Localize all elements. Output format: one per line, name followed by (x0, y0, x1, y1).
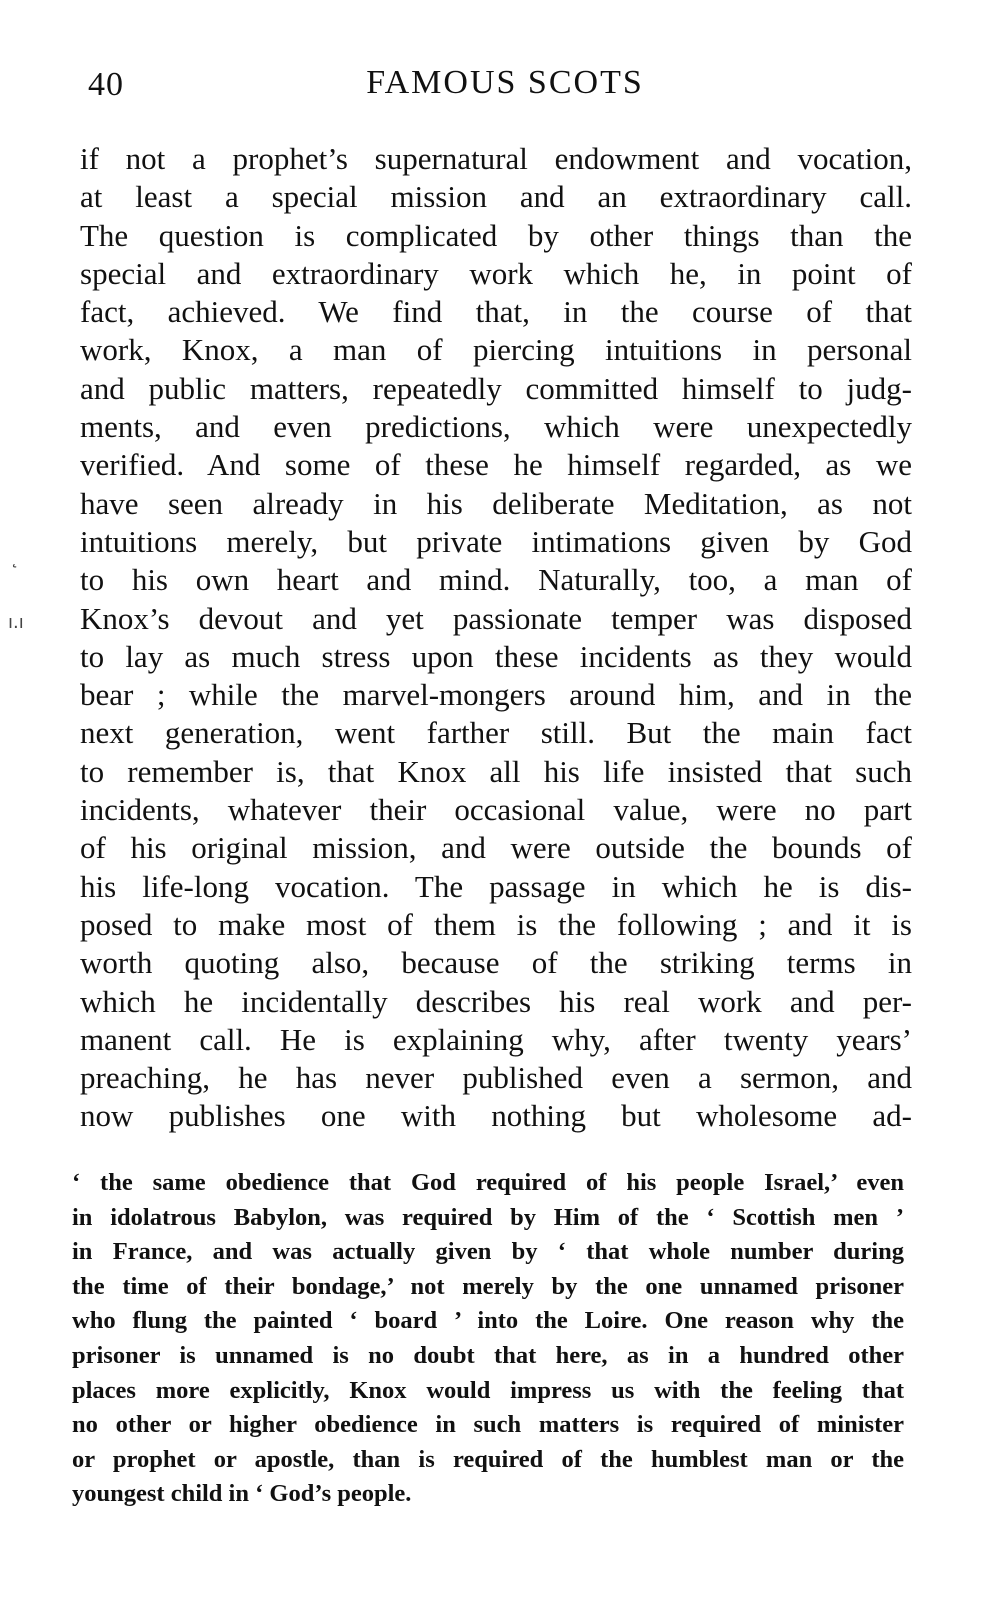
body-line: bear ; while the marvel-mongers around him, and in the (80, 677, 912, 713)
footnote-line: ‘ the same obedience that God required of his people Israel,’ even (72, 1169, 904, 1196)
body-line: work, Knox, a man of piercing intuitions in personal (80, 332, 912, 368)
footnote-line: youngest child in ‘ God’s people. (72, 1480, 412, 1508)
body-line: now publishes one with nothing but wholesome ad- (80, 1098, 912, 1134)
body-line: worth quoting also, because of the striking terms in (80, 945, 912, 981)
running-title: FAMOUS SCOTS (366, 64, 644, 101)
margin-mark: ˛ (10, 548, 19, 569)
footnote-line: in France, and was actually given by ‘ that whole number during (72, 1238, 904, 1266)
body-line: and public matters, repeatedly committed himself to judg- (80, 370, 912, 406)
body-line: intuitions merely, but private intimations given by God (80, 523, 912, 559)
footnote-line: prisoner is unnamed is no doubt that here, as in a hundred other (72, 1341, 904, 1369)
page-number: 40 (88, 66, 124, 103)
footnote-line: the time of their bondage,’ not merely by the one unnamed prisoner (72, 1272, 904, 1300)
footnote-line: who flung the painted ‘ board ’ into the Loire. One reason why the (72, 1307, 904, 1335)
footnote (72, 1166, 904, 1512)
body-line: which he incidentally describes his real work and per- (80, 983, 912, 1019)
body-line: fact, achieved. We find that, in the course of that (80, 294, 912, 330)
body-line: to remember is, that Knox all his life insisted that such (80, 753, 912, 789)
body-line: ments, and even predictions, which were unexpectedly (80, 409, 912, 445)
body-line: Knox’s devout and yet passionate temper was disposed (80, 600, 912, 636)
body-line: preaching, he has never published even a sermon, and (80, 1060, 912, 1096)
footnote-line: no other or higher obedience in such matters is required of minister (72, 1411, 904, 1439)
body-line: to lay as much stress upon these incidents as they would (80, 638, 912, 674)
body-line: manent call. He is explaining why, after twenty years’ (80, 1021, 912, 1057)
footnote-line: in idolatrous Babylon, was required by Him of the ‘ Scottish men ’ (72, 1203, 904, 1231)
body-line: to his own heart and mind. Naturally, too, a man of (80, 562, 912, 598)
body-line: have seen already in his deliberate Meditation, as not (80, 485, 912, 521)
body-text (80, 140, 912, 1136)
page-header (80, 60, 930, 110)
body-line: verified. And some of these he himself regarded, as we (80, 447, 912, 483)
body-line: incidents, whatever their occasional value, were no part (80, 792, 912, 828)
body-line: his life-long vocation. The passage in which he is dis- (80, 868, 912, 904)
body-line: at least a special mission and an extraordinary call. (80, 179, 912, 215)
body-line: The question is complicated by other things than the (80, 217, 912, 253)
footnote-line: places more explicitly, Knox would impress us with the feeling that (72, 1376, 904, 1404)
body-line: next generation, went farther still. But the main fact (80, 715, 912, 751)
body-line: of his original mission, and were outside the bounds of (80, 830, 912, 866)
body-line: posed to make most of them is the following ; and it is (80, 906, 912, 942)
footnote-line: or prophet or apostle, than is required of the humblest man or the (72, 1445, 904, 1473)
body-line: if not a prophet’s supernatural endowment and vocation, (80, 141, 912, 176)
body-line: special and extraordinary work which he, in point of (80, 255, 912, 291)
margin-mark: ı.ı (8, 612, 24, 633)
